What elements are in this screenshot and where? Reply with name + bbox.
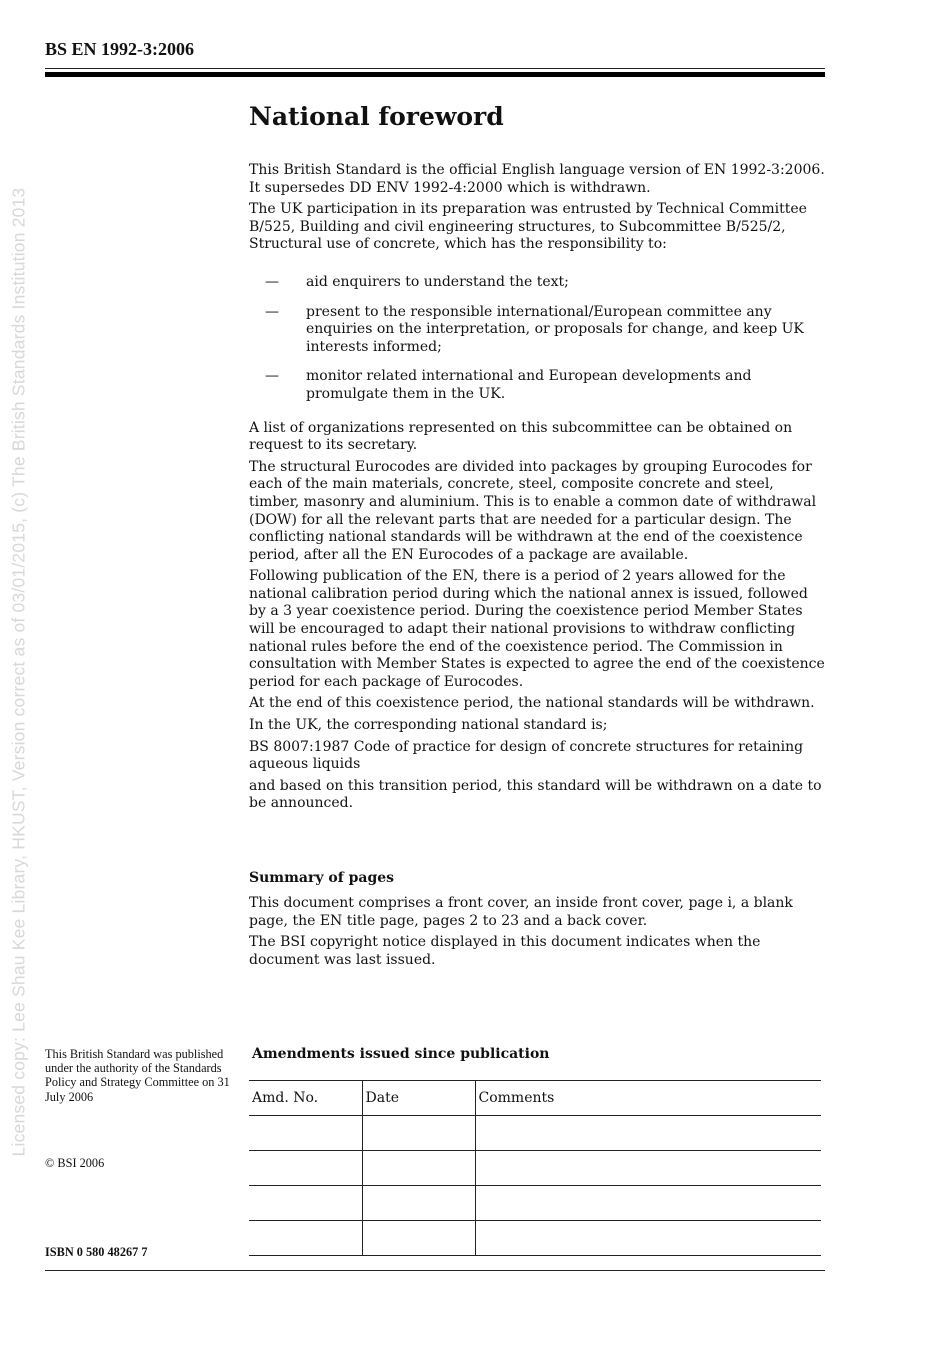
amendments-heading: Amendments issued since publication <box>252 1046 550 1062</box>
summary-heading: Summary of pages <box>249 870 395 886</box>
main-content <box>249 100 827 973</box>
table-cell <box>475 1116 821 1151</box>
header-rule-thick <box>45 72 825 77</box>
body-paragraph: The structural Eurocodes are divided into packages by grouping Eurocodes for each of the main materials, concrete, steel, composite concrete and steel, timber, masonry and aluminium. This is to enable a common date of withdrawal (DOW) for all the relevant parts that are needed for a particular design. The conflicting national standards will be withdrawn at the end of the coexistence period, after all the EN Eurocodes of a package are available. <box>249 458 817 563</box>
summary-paragraph: The BSI copyright notice displayed in this document indicates when the document was last issued. <box>249 934 761 968</box>
amendments-table <box>249 1080 821 1256</box>
list-item-text: monitor related international and European developments and promulgate them in the UK. <box>306 368 752 402</box>
body-paragraph: Following publication of the EN, there is a period of 2 years allowed for the national calibration period during which the national annex is issued, followed by a 3 year coexistence period. During the coexistence period Member States will be encouraged to adapt their national provisions to withdraw conflicting national rules before the end of the coexistence period. The Commission in consultation with Member States is expected to agree the end of the coexistence period for each package of Eurocodes. <box>249 568 825 690</box>
body-paragraph: In the UK, the corresponding national standard is; <box>249 717 608 734</box>
footer-rule <box>45 1270 825 1271</box>
table-cell <box>362 1221 475 1256</box>
license-watermark: Licensed copy: Lee Shau Kee Library, HKUST, Version correct as of 03/01/2015, (c) The British Standards Institution 2013 <box>8 187 29 1157</box>
table-cell <box>362 1116 475 1151</box>
table-row <box>249 1151 821 1186</box>
column-header-amd-no: Amd. No. <box>249 1081 362 1116</box>
table-cell <box>249 1116 362 1151</box>
list-item-text: present to the responsible international/European committee any enquiries on the interpretation, or proposals for change, and keep UK interests informed; <box>306 303 804 355</box>
document-code: BS EN 1992-3:2006 <box>45 39 195 59</box>
list-item <box>249 368 827 403</box>
table-cell <box>362 1186 475 1221</box>
table-cell <box>475 1151 821 1186</box>
summary-paragraph: This document comprises a front cover, an inside front cover, page i, a blank page, the EN title page, pages 2 to 23 and a back cover. <box>249 895 793 929</box>
list-item <box>249 274 827 292</box>
table-cell <box>249 1186 362 1221</box>
copyright-notice: © BSI 2006 <box>45 1156 105 1170</box>
body-paragraph: A list of organizations represented on this subcommittee can be obtained on request to its secretary. <box>249 419 793 454</box>
intro-paragraph: The UK participation in its preparation was entrusted by Technical Committee B/525, Building and civil engineering structures, to Subcommittee B/525/2, Structural use of concrete, which has the responsibility to: <box>249 201 807 253</box>
body-paragraph: BS 8007:1987 Code of practice for design of concrete structures for retaining aqueous liquids <box>249 738 804 773</box>
intro-paragraph: This British Standard is the official English language version of EN 1992-3:2006. It supersedes DD ENV 1992-4:2000 which is withdrawn. <box>249 162 825 196</box>
header-rule-thin <box>45 68 825 69</box>
table-row <box>249 1186 821 1221</box>
column-header-date: Date <box>362 1081 475 1116</box>
column-header-comments: Comments <box>475 1081 821 1116</box>
list-item <box>249 304 827 357</box>
body-paragraph: and based on this transition period, this standard will be withdrawn on a date to be announced. <box>249 777 822 812</box>
table-row <box>249 1221 821 1256</box>
responsibility-list <box>249 274 827 404</box>
dash-marker: — <box>265 303 279 320</box>
table-cell <box>249 1151 362 1186</box>
publication-note: This British Standard was published under the authority of the Standards Policy and Strategy Committee on 31 July 2006 <box>45 1047 230 1104</box>
table-cell <box>475 1186 821 1221</box>
table-cell <box>362 1151 475 1186</box>
dash-marker: — <box>265 273 279 290</box>
table-cell <box>475 1221 821 1256</box>
table-row <box>249 1116 821 1151</box>
dash-marker: — <box>265 368 279 385</box>
table-cell <box>249 1221 362 1256</box>
list-item-text: aid enquirers to understand the text; <box>306 273 569 290</box>
body-paragraph: At the end of this coexistence period, the national standards will be withdrawn. <box>249 695 815 712</box>
isbn: ISBN 0 580 48267 7 <box>45 1245 148 1259</box>
table-header-row <box>249 1081 821 1116</box>
page-title: National foreword <box>249 102 504 131</box>
